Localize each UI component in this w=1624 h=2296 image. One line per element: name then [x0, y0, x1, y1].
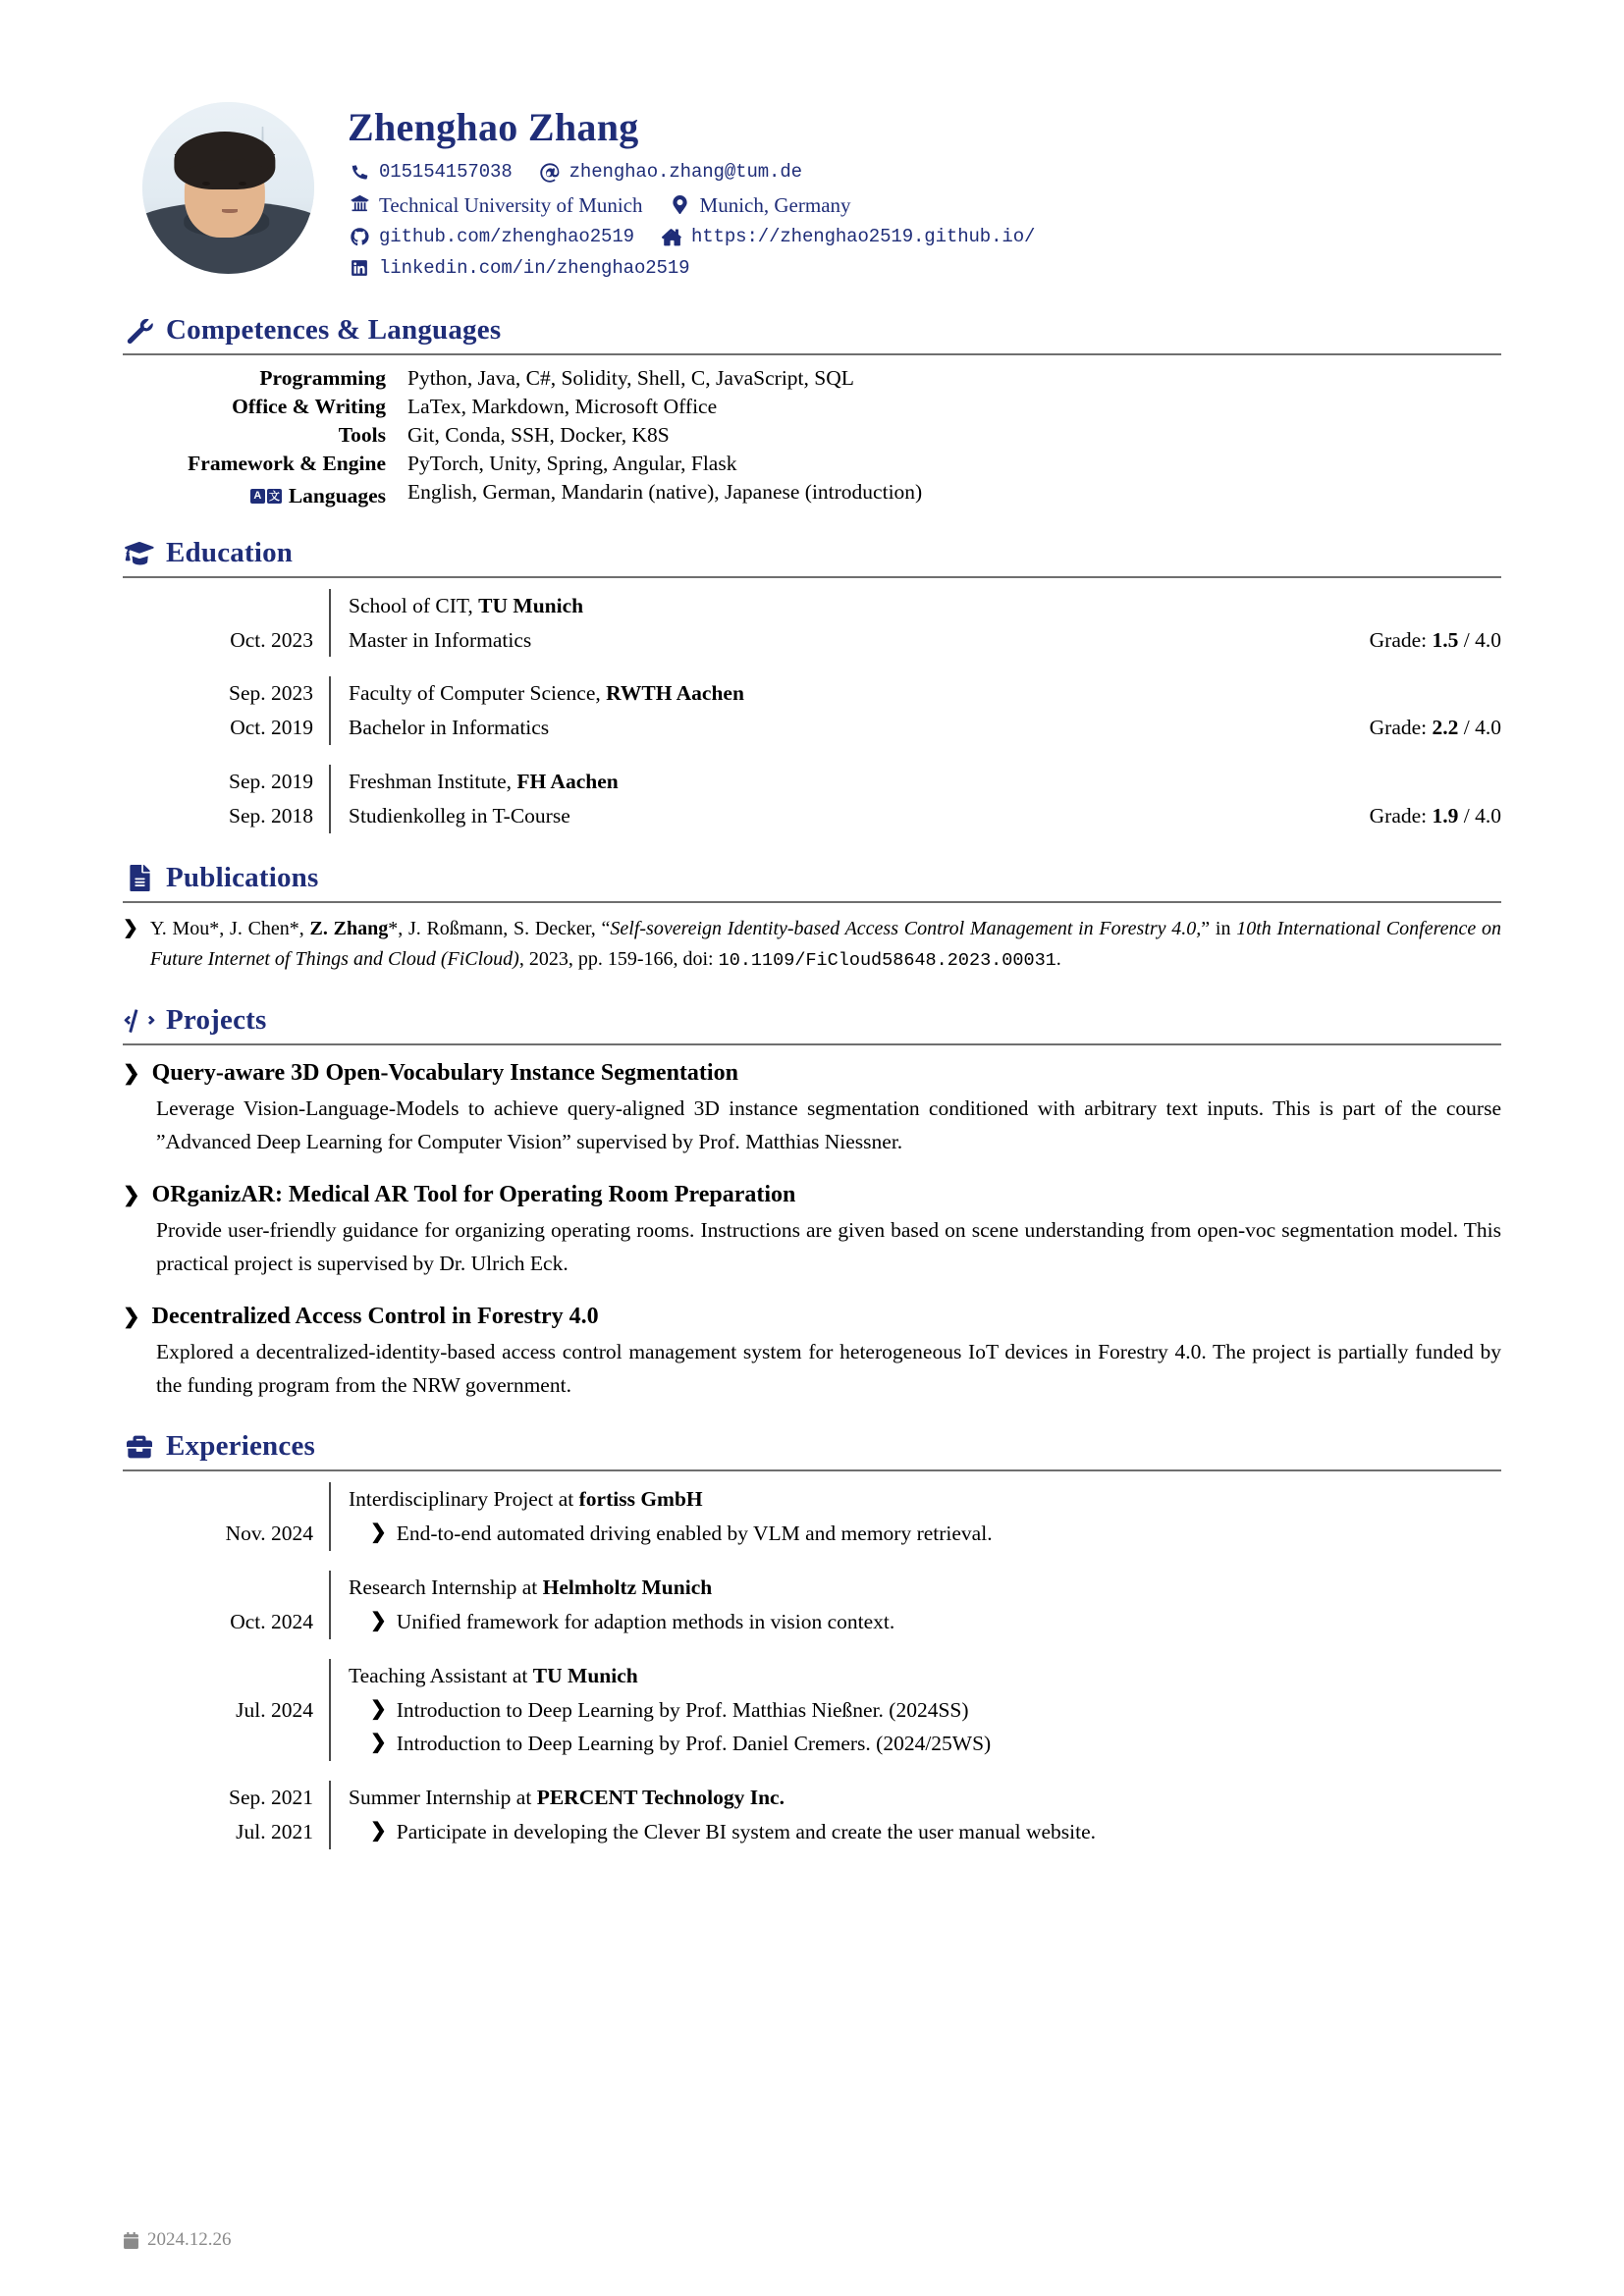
- publication-item: [123, 914, 1501, 976]
- date-end: Oct. 2019: [230, 716, 313, 740]
- experience-bullet-text: Introduction to Deep Learning by Prof. Matthias Nießner. (2024SS): [396, 1697, 969, 1722]
- education-entry: [123, 676, 1501, 745]
- grade-badge: [1370, 711, 1501, 745]
- education-detail: [331, 589, 1501, 658]
- experience-role: [349, 1659, 1501, 1693]
- contact-line-2: [348, 190, 1035, 220]
- experience-role: [349, 1482, 1501, 1517]
- competence-key: Framework & Engine: [188, 452, 386, 476]
- experience-bullet-text: Participate in developing the Clever BI system and create the user manual website.: [396, 1819, 1097, 1843]
- experience-role: [349, 1571, 1501, 1605]
- education-institution: [349, 676, 1501, 711]
- grade-value: 1.9: [1432, 803, 1459, 828]
- project-description: Provide user-friendly guidance for organizing operating rooms. Instructions are given based on scene understanding from open-voc segmentation model. This practical project is supervised by Dr. Ulrich Eck.: [156, 1218, 1501, 1275]
- section-experiences: [123, 1431, 1501, 1849]
- experience-dates: [123, 1571, 329, 1639]
- experience-entry: [123, 1482, 1501, 1551]
- wrench-icon: [123, 318, 156, 345]
- education-dates: [123, 589, 329, 658]
- email-contact[interactable]: [538, 159, 802, 187]
- chevron-right-icon: ❯: [370, 1732, 387, 1754]
- experience-detail: [331, 1781, 1501, 1849]
- competence-key: Office & Writing: [232, 395, 386, 419]
- experience-dates: [123, 1659, 329, 1761]
- chevron-right-icon: ❯: [123, 1183, 140, 1207]
- role-prefix: Summer Internship at: [349, 1786, 537, 1810]
- project-title: Query-aware 3D Open-Vocabulary Instance Segmentation: [151, 1060, 738, 1087]
- code-icon: [123, 1008, 156, 1034]
- chevron-right-icon: ❯: [370, 1819, 387, 1842]
- experience-detail: [331, 1482, 1501, 1551]
- education-institution: [349, 589, 1501, 623]
- in-word: ” in: [1201, 917, 1237, 939]
- experience-bullet: [349, 1727, 1501, 1761]
- document-icon: [123, 865, 156, 891]
- profile-photo: [142, 102, 314, 274]
- education-heading: [123, 538, 1501, 569]
- project-description: Explored a decentralized-identity-based access control management system for heterogeneous IoT devices in Forestry 4.0. The project is partially funded by the funding program from the NRW government.: [156, 1340, 1501, 1397]
- linkedin-value: linkedin.com/in/zhenghao2519: [379, 256, 690, 279]
- competence-row: [123, 452, 1501, 476]
- authors-prefix: Y. Mou*, J. Chen*,: [149, 917, 310, 939]
- project-title-row: [123, 1178, 1501, 1211]
- education-degree: Master in Informatics: [349, 627, 532, 652]
- education-body: [123, 578, 1501, 833]
- competence-value: Python, Java, C#, Solidity, Shell, C, JavaScript, SQL: [407, 366, 854, 391]
- experience-bullet: [349, 1605, 1501, 1639]
- home-icon: [660, 228, 683, 246]
- experiences-body: [123, 1471, 1501, 1848]
- education-detail: [331, 676, 1501, 745]
- github-value: github.com/zhenghao2519: [379, 225, 634, 247]
- experience-bullet-text: Unified framework for adaption methods in vision context.: [396, 1609, 895, 1633]
- grade-label: Grade:: [1369, 803, 1433, 828]
- experience-bullet: [349, 1815, 1501, 1849]
- competence-value: LaTex, Markdown, Microsoft Office: [407, 395, 718, 419]
- project-item: [123, 1178, 1501, 1280]
- publication-citation: [150, 914, 1501, 976]
- chevron-right-icon: ❯: [370, 1697, 387, 1720]
- education-entry: [123, 589, 1501, 658]
- organization-name: fortiss GmbH: [578, 1487, 703, 1512]
- date-end: Jul. 2021: [236, 1819, 313, 1843]
- role-prefix: Teaching Assistant at: [349, 1663, 533, 1687]
- education-degree: Bachelor in Informatics: [349, 716, 550, 740]
- institution-name: TU Munich: [478, 593, 584, 617]
- institution-name: RWTH Aachen: [606, 681, 744, 706]
- competence-value: Git, Conda, SSH, Docker, K8S: [407, 423, 670, 448]
- experience-dates: [123, 1781, 329, 1849]
- cv-header: [123, 0, 1501, 286]
- experiences-heading: [123, 1431, 1501, 1463]
- footer-date: 2024.12.26: [147, 2229, 232, 2250]
- education-institution: [349, 765, 1501, 799]
- university-value: Technical University of Munich: [379, 192, 643, 217]
- grade-value: 2.2: [1432, 716, 1459, 740]
- experience-bullet-text: Introduction to Deep Learning by Prof. Daniel Cremers. (2024/25WS): [396, 1732, 992, 1756]
- section-publications: [123, 863, 1501, 976]
- briefcase-icon: [123, 1434, 156, 1460]
- publication-tail: , 2023, pp. 159-166, doi:: [518, 948, 719, 971]
- experience-bullet: [349, 1693, 1501, 1728]
- location-value: Munich, Germany: [699, 192, 851, 217]
- grade-scale: / 4.0: [1458, 803, 1501, 828]
- organization-name: TU Munich: [532, 1663, 638, 1687]
- competences-body: [123, 355, 1501, 508]
- contact-line-3: [348, 224, 1035, 251]
- competences-title: Competences & Languages: [166, 314, 502, 347]
- education-degree-row: [349, 623, 1501, 658]
- phone-contact[interactable]: [348, 159, 513, 187]
- calendar-icon: [123, 2232, 147, 2249]
- experience-detail: [331, 1659, 1501, 1761]
- chevron-right-icon: ❯: [123, 1061, 140, 1086]
- experience-dates: [123, 1482, 329, 1551]
- date-start: Jul. 2024: [236, 1697, 313, 1722]
- website-contact[interactable]: [660, 224, 1035, 251]
- competence-row: [123, 395, 1501, 419]
- competence-key: Programming: [259, 366, 386, 391]
- publications-title: Publications: [166, 861, 319, 893]
- doi-value[interactable]: 10.1109/FiCloud58648.2023.00031: [718, 950, 1056, 972]
- date-start: Oct. 2024: [230, 1609, 313, 1633]
- location-contact: [669, 190, 851, 220]
- translate-icon: A 文: [250, 489, 282, 504]
- competence-key-languages: [123, 484, 407, 508]
- paper-title: Self-sovereign Identity-based Access Control Management in Forestry 4.0,: [610, 917, 1202, 939]
- date-start: Oct. 2023: [230, 627, 313, 652]
- publications-heading: [123, 863, 1501, 894]
- experience-entry: [123, 1781, 1501, 1849]
- phone-value: 015154157038: [379, 161, 513, 183]
- grade-value: 1.5: [1432, 627, 1459, 652]
- graduation-cap-icon: [123, 541, 156, 566]
- linkedin-contact[interactable]: [348, 255, 689, 283]
- experience-detail: [331, 1571, 1501, 1639]
- project-title: ORganizAR: Medical AR Tool for Operating Room Preparation: [151, 1182, 796, 1208]
- project-title-row: [123, 1300, 1501, 1333]
- projects-body: [123, 1045, 1501, 1402]
- date-start: Sep. 2019: [229, 770, 313, 794]
- chevron-right-icon: ❯: [123, 917, 138, 938]
- competence-row: [123, 366, 1501, 391]
- university-icon: [348, 195, 371, 214]
- date-start: Nov. 2024: [225, 1522, 313, 1546]
- map-marker-icon: [669, 195, 692, 214]
- footer: [123, 2229, 232, 2251]
- chevron-right-icon: ❯: [370, 1522, 387, 1544]
- institution-prefix: Faculty of Computer Science,: [349, 681, 607, 706]
- date-start: Sep. 2023: [229, 681, 313, 706]
- competence-key: Tools: [338, 423, 386, 448]
- competence-value: PyTorch, Unity, Spring, Angular, Flask: [407, 452, 737, 476]
- experience-role: [349, 1781, 1501, 1815]
- project-description: Leverage Vision-Language-Models to achieve query-aligned 3D instance segmentation conditioned with arbitrary text inputs. This is part of the course ”Advanced Deep Learning for Computer Vision” supervised by Prof. Matthias Niessner.: [156, 1096, 1501, 1153]
- institution-prefix: Freshman Institute,: [349, 770, 517, 794]
- grade-badge: [1370, 799, 1501, 833]
- role-prefix: Interdisciplinary Project at: [349, 1487, 579, 1512]
- education-entry: [123, 765, 1501, 833]
- section-competences: [123, 315, 1501, 508]
- competence-value: English, German, Mandarin (native), Japanese (introduction): [407, 480, 923, 505]
- experience-entry: [123, 1659, 1501, 1761]
- competences-heading: [123, 315, 1501, 347]
- competence-row: [123, 480, 1501, 508]
- github-icon: [348, 228, 371, 246]
- authors-suffix: *, J. Roßmann, S. Decker, “: [388, 917, 611, 939]
- contact-line-1: [348, 159, 1035, 187]
- education-dates: [123, 676, 329, 745]
- section-education: [123, 538, 1501, 833]
- phone-icon: [348, 164, 371, 181]
- projects-title: Projects: [166, 1003, 267, 1036]
- education-degree-row: [349, 799, 1501, 833]
- author-self: Z. Zhang: [309, 917, 389, 939]
- competence-row: [123, 423, 1501, 448]
- avatar: [142, 102, 314, 274]
- education-degree-row: [349, 711, 1501, 745]
- experience-bullet-text: End-to-end automated driving enabled by VLM and memory retrieval.: [396, 1522, 993, 1546]
- chevron-right-icon: ❯: [370, 1609, 387, 1631]
- website-value: https://zhenghao2519.github.io/: [690, 225, 1036, 247]
- date-end: Sep. 2018: [229, 803, 313, 828]
- education-detail: [331, 765, 1501, 833]
- institution-prefix: School of CIT,: [349, 593, 479, 617]
- at-icon: [538, 163, 562, 183]
- institution-name: FH Aachen: [516, 770, 619, 794]
- university-contact: [348, 190, 643, 220]
- date-start: Sep. 2021: [229, 1786, 313, 1810]
- experience-entry: [123, 1571, 1501, 1639]
- project-item: [123, 1056, 1501, 1158]
- publication-period: .: [1056, 948, 1061, 971]
- role-prefix: Research Internship at: [349, 1575, 543, 1600]
- project-title-row: [123, 1056, 1501, 1090]
- grade-label: Grade:: [1369, 716, 1433, 740]
- project-title: Decentralized Access Control in Forestry 4.0: [151, 1304, 599, 1330]
- publications-body: [123, 903, 1501, 976]
- chevron-right-icon: ❯: [123, 1305, 140, 1329]
- page-title: Zhenghao Zhang: [348, 105, 639, 149]
- linkedin-icon: [348, 259, 371, 277]
- competence-key-label: Languages: [288, 483, 386, 507]
- grade-scale: / 4.0: [1458, 716, 1501, 740]
- education-dates: [123, 765, 329, 833]
- venue-name: 10th International Conference on Future Internet of Things and Cloud (FiCloud): [149, 917, 1501, 971]
- organization-name: PERCENT Technology Inc.: [536, 1786, 785, 1810]
- contact-line-4: [348, 255, 1035, 283]
- projects-heading: [123, 1005, 1501, 1037]
- education-degree: Studienkolleg in T-Course: [349, 803, 570, 828]
- grade-scale: / 4.0: [1458, 627, 1501, 652]
- grade-label: Grade:: [1369, 627, 1433, 652]
- experiences-title: Experiences: [166, 1430, 316, 1463]
- grade-badge: [1370, 623, 1501, 658]
- github-contact[interactable]: [348, 224, 634, 251]
- section-projects: [123, 1005, 1501, 1402]
- education-title: Education: [166, 536, 294, 568]
- experience-bullet: [349, 1517, 1501, 1551]
- organization-name: Helmholtz Munich: [542, 1575, 713, 1600]
- email-value: zhenghao.zhang@tum.de: [568, 161, 802, 183]
- project-item: [123, 1300, 1501, 1402]
